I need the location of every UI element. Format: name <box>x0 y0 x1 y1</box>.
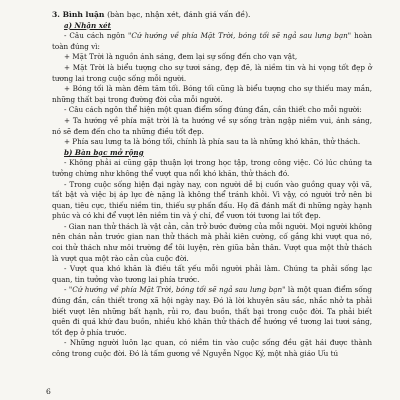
b5-quote: Cứ hướng về phía Mặt Trời, bóng tối sẽ ngả sau lưng bạn <box>72 285 283 295</box>
paragraph-b1: - Không phải ai cũng gặp thuận lợi trong học tập, trong công việc. Có lúc chúng ta tưởng chừng như không thể vượt qua nổi khó khăn, thử thách đó. <box>52 158 372 178</box>
a1-prefix: - Câu cách ngôn " <box>64 31 132 41</box>
bullet-a5: + Phía sau lưng ta là bóng tối, chính là phía sau ta là những khó khăn, thử thách. <box>64 137 361 147</box>
a1-quote: Cứ hướng về phía Mặt Trời, bóng tối sẽ ngả sau lưng bạn <box>131 31 348 41</box>
a1-suffix: " hoàn toàn đúng vì: <box>52 31 372 51</box>
bullet-a4: + Ta hướng về phía mặt trời là ta hướng về sự sống tràn ngập niềm vui, ánh sáng, nó sẽ đem đến cho ta những điều tốt đẹp. <box>52 115 372 136</box>
bullet-a2: + Mặt Trời là biểu tượng cho sự tươi sáng, đẹp đẽ, là niềm tin và hi vọng tốt đẹp ở tương lai trong cuộc sống mỗi người. <box>52 62 372 83</box>
section-heading-note: (bàn bạc, nhận xét, đánh giá vấn đề). <box>107 10 251 19</box>
b5-prefix: - " <box>64 285 73 295</box>
paragraph-b6: - Những người luôn lạc quan, có niềm tin vào cuộc sống đều gặt hái được thành công trong cuộc đời. Đó là tấm gương về Nguyễn Ngọc Ký, một nhà giáo Ưu tú <box>52 338 372 358</box>
paragraph-a1 <box>52 31 372 52</box>
section-heading <box>52 10 372 21</box>
paragraph-b2: - Trong cuộc sống hiện đại ngày nay, con người dễ bị cuốn vào guồng quay vội vã, tất bật và việc bị áp lực đè nặng là không thể tránh khỏi. Vì vậy, có người trở nên bi quan, tiêu cực, thiếu niềm tin, thiếu sự phấn đấu. Họ đã đánh mất đi những ngày hạnh phúc và có khi để vượt lên niềm tin và ý chí, để vươn tới tương lai tốt đẹp. <box>52 179 372 221</box>
document-body <box>52 10 372 360</box>
paragraph-b3: - Gian nan thử thách là vật cản, cản trở bước đường của mỗi người. Mọi người không nên chán nản trước gian nan thử thách mà phải kiên cường, cố gắng khi vượt qua nó, coi thử thách như môi trường để tôi luyện, rèn giũa bản thân. Vượt qua một thử thách là vượt qua một rào cản của cuộc đời. <box>52 221 372 263</box>
section-heading-number: 3. Bình luận <box>52 10 105 19</box>
paragraph-a2: - Câu cách ngôn thể hiện một quan điểm sống đúng đắn, cần thiết cho mỗi người: <box>64 105 362 115</box>
subsection-b-title: b) Bàn bạc mở rộng <box>64 147 144 157</box>
paragraph-b5 <box>52 285 372 338</box>
b5-suffix: " là một quan điểm sống đúng đắn, cần thiết trong xã hội ngày nay. Đó là lời khuyên sâu sắc, nhắc nhở ta phải biết vượt lên những bất hạnh, rủi ro, đau buồn, thất bại trong cuộc đời. Ta phải biết quên đi quá khứ đau buồn, nhiều khó khăn thử thách để hướng về tương lai tươi sáng, tốt đẹp ở phía trước. <box>52 285 372 337</box>
bullet-a3: + Bóng tối là màn đêm tăm tối. Bóng tối cũng là biểu tượng cho sự thiếu may mắn, những thất bại trong đường đời của mỗi người. <box>52 84 372 104</box>
bullet-a1: + Mặt Trời là nguồn ánh sáng, đem lại sự sống đến cho vạn vật, <box>64 52 298 62</box>
subsection-a-title: a) Nhận xét <box>64 20 111 30</box>
page-number: 6 <box>46 387 51 396</box>
paragraph-b4: - Vượt qua khó khăn là điều tất yếu mỗi người phải làm. Chúng ta phải sống lạc quan, tin tưởng vào tương lai phía trước. <box>52 264 372 284</box>
